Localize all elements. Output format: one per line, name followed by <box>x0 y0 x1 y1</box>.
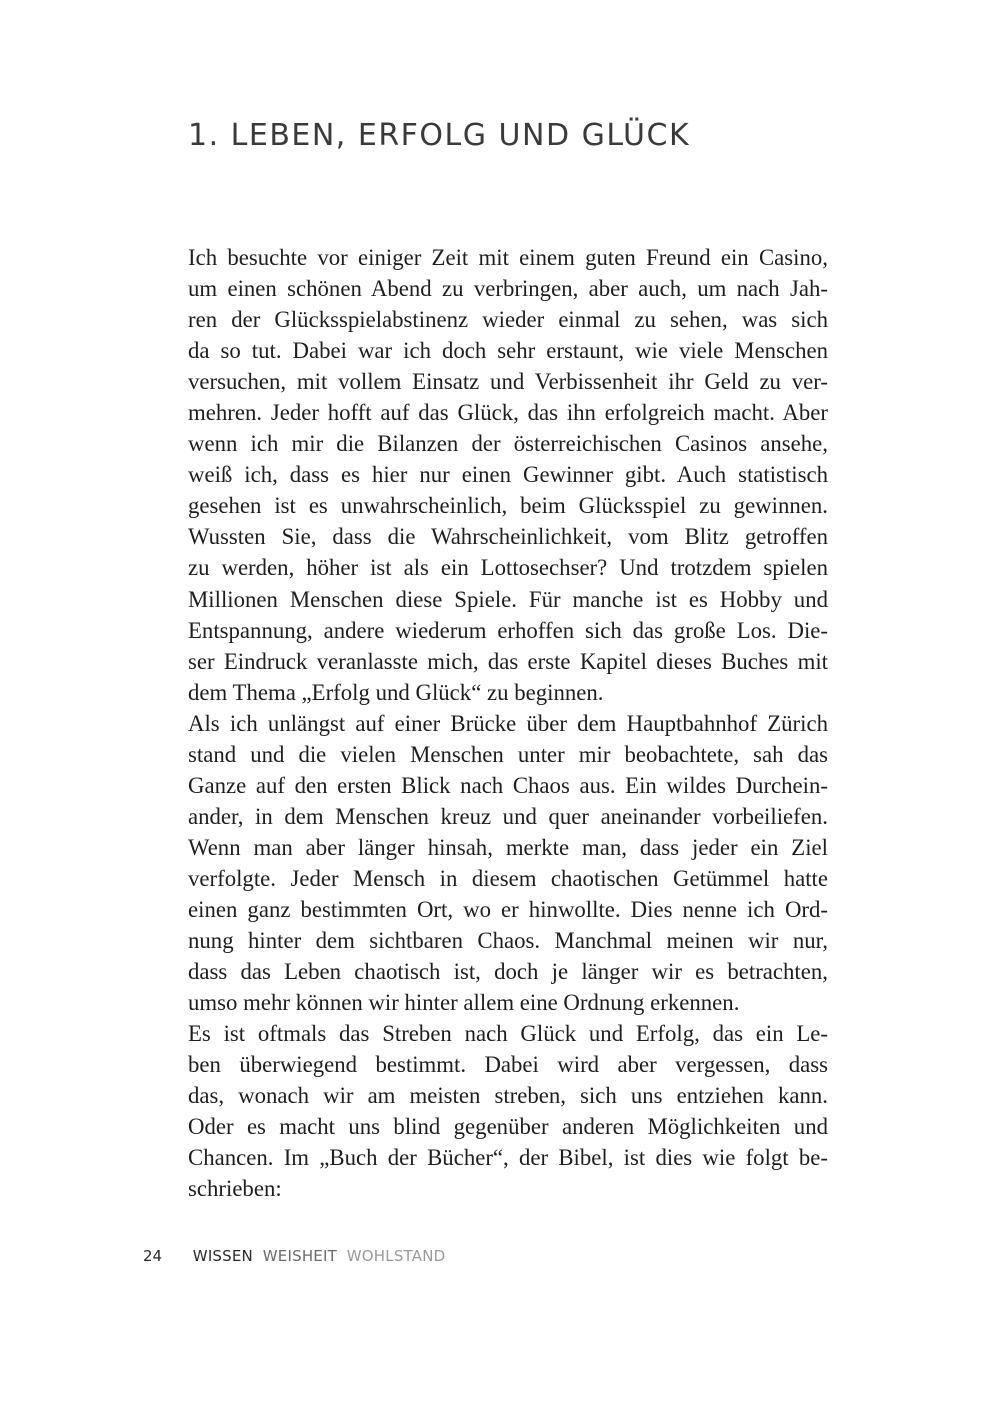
text-line: wenn ich mir die Bilanzen der österreichischen Casinos ansehe, <box>188 431 828 457</box>
text-line: Entspannung, andere wiederum erhoffen sich das große Los. Die- <box>188 617 828 643</box>
text-line: dem Thema „Erfolg und Glück“ zu beginnen. <box>188 679 604 705</box>
text-line: dass das Leben chaotisch ist, doch je länger wir es betrachten, <box>188 959 828 985</box>
text-line: zu werden, höher ist als ein Lottosechser? Und trotzdem spielen <box>188 555 828 581</box>
paragraph-2 <box>188 708 828 1018</box>
text-line: Wussten Sie, dass die Wahrscheinlichkeit, vom Blitz getroffen <box>188 524 828 550</box>
text-line: Es ist oftmals das Streben nach Glück und Erfolg, das ein Le- <box>188 1021 828 1047</box>
text-line: nung hinter dem sichtbaren Chaos. Manchmal meinen wir nur, <box>188 928 828 954</box>
text-line: Millionen Menschen diese Spiele. Für manche ist es Hobby und <box>188 586 828 612</box>
text-line: um einen schönen Abend zu verbringen, aber auch, um nach Jah- <box>188 276 828 302</box>
text-line: verfolgte. Jeder Mensch in diesem chaotischen Getümmel hatte <box>188 865 828 891</box>
text-line: mehren. Jeder hofft auf das Glück, das ihn erfolgreich macht. Aber <box>188 400 828 426</box>
text-line: Als ich unlängst auf einer Brücke über dem Hauptbahnhof Zürich <box>188 710 828 736</box>
paragraph-1 <box>188 242 828 708</box>
text-line: ren der Glücksspielabstinenz wieder einmal zu sehen, was sich <box>188 307 828 333</box>
text-line: das, wonach wir am meisten streben, sich uns entziehen kann. <box>188 1083 828 1109</box>
text-line: Ich besuchte vor einiger Zeit mit einem guten Freund ein Casino, <box>188 245 828 270</box>
body-text <box>188 242 828 1204</box>
series-word-weisheit: WEISHEIT <box>262 1247 337 1265</box>
chapter-title: 1. LEBEN, ERFOLG UND GLÜCK <box>188 118 691 153</box>
paragraph-3 <box>188 1018 828 1204</box>
text-line: ben überwiegend bestimmt. Dabei wird aber vergessen, dass <box>188 1052 828 1078</box>
series-word-wohlstand: WOHLSTAND <box>346 1247 446 1265</box>
text-line: Ganze auf den ersten Blick nach Chaos aus. Ein wildes Durchein- <box>188 772 828 798</box>
text-line: weiß ich, dass es hier nur einen Gewinner gibt. Auch statistisch <box>188 462 828 488</box>
text-line: ser Eindruck veranlasste mich, das erste Kapitel dieses Buches mit <box>188 648 828 674</box>
text-line: schrieben: <box>188 1176 282 1202</box>
text-line: da so tut. Dabei war ich doch sehr erstaunt, wie viele Menschen <box>188 338 828 364</box>
text-line: ander, in dem Menschen kreuz und quer aneinander vorbeiliefen. <box>188 803 828 829</box>
text-line: versuchen, mit vollem Einsatz und Verbissenheit ihr Geld zu ver- <box>188 369 828 395</box>
text-line: umso mehr können wir hinter allem eine Ordnung erkennen. <box>188 990 740 1016</box>
page-footer <box>143 1247 450 1265</box>
text-line: gesehen ist es unwahrscheinlich, beim Glücksspiel zu gewinnen. <box>188 493 828 519</box>
text-line: Oder es macht uns blind gegenüber anderen Möglichkeiten und <box>188 1114 828 1140</box>
text-line: stand und die vielen Menschen unter mir beobachtete, sah das <box>188 741 828 767</box>
series-word-wissen: WISSEN <box>192 1247 253 1265</box>
page-number: 24 <box>143 1247 163 1265</box>
text-line: einen ganz bestimmten Ort, wo er hinwollte. Dies nenne ich Ord- <box>188 896 828 922</box>
text-line: Wenn man aber länger hinsah, merkte man, dass jeder ein Ziel <box>188 834 828 860</box>
text-line: Chancen. Im „Buch der Bücher“, der Bibel, ist dies wie folgt be- <box>188 1145 828 1171</box>
